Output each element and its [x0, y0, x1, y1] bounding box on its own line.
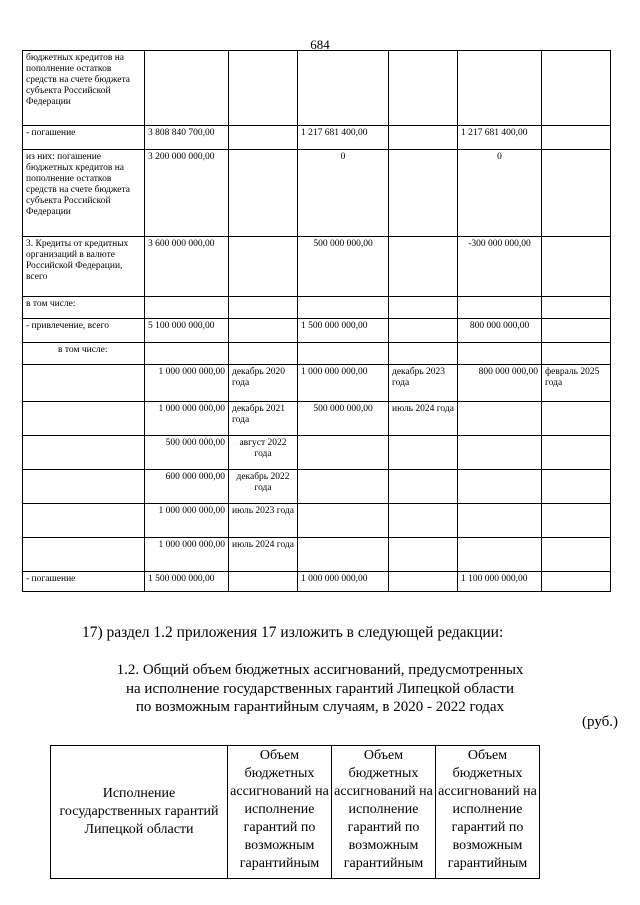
amount-cell: [458, 297, 542, 319]
amount-cell: 1 000 000 000,00: [145, 538, 229, 572]
row-label: в том числе:: [23, 297, 145, 319]
row-label: [23, 436, 145, 470]
amount-cell: [145, 297, 229, 319]
table-row: [23, 126, 611, 150]
term-cell: [389, 237, 458, 297]
table-row: [23, 319, 611, 343]
term-cell: [542, 319, 611, 343]
amount-cell: 0: [298, 150, 389, 237]
borrowing-table: [22, 50, 611, 592]
paragraph-17: 17) раздел 1.2 приложения 17 изложить в следующей редакции:: [82, 624, 504, 641]
term-cell: [542, 402, 611, 436]
amount-cell: 5 100 000 000,00: [145, 319, 229, 343]
term-cell: [389, 343, 458, 365]
amount-cell: [458, 504, 542, 538]
amount-cell: 800 000 000,00: [458, 319, 542, 343]
unit-label: (руб.): [582, 714, 618, 730]
heading-line: 1.2. Общий объем бюджетных ассигнований, предусмотренных: [116, 662, 524, 678]
term-cell: [229, 150, 298, 237]
term-cell: [542, 538, 611, 572]
term-cell: [542, 343, 611, 365]
term-cell: [542, 237, 611, 297]
amount-cell: 800 000 000,00: [458, 365, 542, 402]
amount-cell: 1 500 000 000,00: [298, 319, 389, 343]
table-row: [23, 365, 611, 402]
term-cell: [389, 319, 458, 343]
amount-cell: 0: [458, 150, 542, 237]
row-label: бюджетных кредитов на пополнение остатков средств на счете бюджета субъекта Российской Федерации: [23, 51, 145, 126]
amount-cell: [298, 297, 389, 319]
heading-line: по возможным гарантийным случаям, в 2020 - 2022 годах: [135, 699, 505, 715]
amount-cell: [458, 51, 542, 126]
amount-cell: 1 100 000 000,00: [458, 572, 542, 592]
amount-cell: [458, 436, 542, 470]
amount-cell: [145, 51, 229, 126]
amount-cell: 1 000 000 000,00: [145, 504, 229, 538]
term-cell: [389, 126, 458, 150]
term-cell: [542, 470, 611, 504]
term-cell: [542, 51, 611, 126]
amount-cell: [458, 343, 542, 365]
amount-cell: 1 000 000 000,00: [298, 572, 389, 592]
term-cell: [229, 343, 298, 365]
term-cell: [229, 297, 298, 319]
amount-cell: 1 000 000 000,00: [145, 402, 229, 436]
amount-cell: [298, 343, 389, 365]
term-cell: декабрь 2020 года: [229, 365, 298, 402]
row-label: из них: погашение бюджетных кредитов на пополнение остатков средств на счете бюджета субъекта Российской Федерации: [23, 150, 145, 237]
amount-cell: 3 200 000 000,00: [145, 150, 229, 237]
term-cell: [542, 150, 611, 237]
amount-cell: 1 500 000 000,00: [145, 572, 229, 592]
page-number: 684: [310, 37, 330, 52]
term-cell: декабрь 2023 года: [389, 365, 458, 402]
term-cell: [542, 436, 611, 470]
amount-cell: [298, 436, 389, 470]
table-row: [23, 297, 611, 319]
term-cell: [229, 126, 298, 150]
row-label: [23, 504, 145, 538]
term-cell: [389, 470, 458, 504]
table-row: [23, 237, 611, 297]
amount-cell: 500 000 000,00: [298, 237, 389, 297]
section-heading: [0, 661, 640, 717]
term-cell: [229, 572, 298, 592]
amount-cell: [458, 538, 542, 572]
row-label: - погашение: [23, 572, 145, 592]
term-cell: февраль 2025 года: [542, 365, 611, 402]
term-cell: [542, 297, 611, 319]
row-label: - погашение: [23, 126, 145, 150]
term-cell: [389, 51, 458, 126]
term-cell: [542, 572, 611, 592]
amount-cell: 600 000 000,00: [145, 470, 229, 504]
term-cell: [389, 297, 458, 319]
table-row: [23, 572, 611, 592]
term-cell: июль 2023 года: [229, 504, 298, 538]
table-row: [23, 470, 611, 504]
term-cell: август 2022 года: [229, 436, 298, 470]
guarantees-table: [50, 745, 540, 879]
amount-cell: [458, 470, 542, 504]
term-cell: [389, 538, 458, 572]
amount-cell: 500 000 000,00: [298, 402, 389, 436]
amount-cell: 1 000 000 000,00: [298, 365, 389, 402]
amount-cell: 1 217 681 400,00: [458, 126, 542, 150]
amount-cell: 500 000 000,00: [145, 436, 229, 470]
term-cell: декабрь 2021 года: [229, 402, 298, 436]
table-row: [23, 150, 611, 237]
row-label: [23, 538, 145, 572]
column-header: Объем бюджетных ассигнований на исполнение гарантий по возможным гарантийным: [436, 746, 540, 879]
row-label: - привлечение, всего: [23, 319, 145, 343]
amount-cell: [298, 51, 389, 126]
row-label: 3. Кредиты от кредитных организаций в валюте Российской Федерации, всего: [23, 237, 145, 297]
column-header: Объем бюджетных ассигнований на исполнение гарантий по возможным гарантийным: [228, 746, 332, 879]
table-row: [23, 51, 611, 126]
row-label: [23, 365, 145, 402]
amount-cell: [298, 470, 389, 504]
amount-cell: [145, 343, 229, 365]
table-row: [23, 343, 611, 365]
amount-cell: -300 000 000,00: [458, 237, 542, 297]
term-cell: [389, 150, 458, 237]
row-label: [23, 470, 145, 504]
term-cell: [389, 436, 458, 470]
table-row: [23, 436, 611, 470]
row-label: [23, 402, 145, 436]
row-label: в том числе:: [23, 343, 145, 365]
amount-cell: 1 000 000 000,00: [145, 365, 229, 402]
term-cell: декабрь 2022 года: [229, 470, 298, 504]
term-cell: июль 2024 года: [229, 538, 298, 572]
term-cell: [229, 51, 298, 126]
heading-line: на исполнение государственных гарантий Липецкой области: [125, 680, 514, 697]
table-row: [23, 504, 611, 538]
column-header: Исполнение государственных гарантий Липецкой области: [51, 746, 228, 879]
amount-cell: 3 600 000 000,00: [145, 237, 229, 297]
term-cell: июль 2024 года: [389, 402, 458, 436]
term-cell: [389, 572, 458, 592]
amount-cell: [298, 538, 389, 572]
amount-cell: 3 808 840 700,00: [145, 126, 229, 150]
term-cell: [542, 126, 611, 150]
column-header: Объем бюджетных ассигнований на исполнение гарантий по возможным гарантийным: [332, 746, 436, 879]
table-row: [23, 538, 611, 572]
amount-cell: [458, 402, 542, 436]
table-row: [23, 402, 611, 436]
table-header-row: [51, 746, 540, 879]
term-cell: [542, 504, 611, 538]
amount-cell: [298, 504, 389, 538]
term-cell: [389, 504, 458, 538]
amount-cell: 1 217 681 400,00: [298, 126, 389, 150]
term-cell: [229, 237, 298, 297]
term-cell: [229, 319, 298, 343]
